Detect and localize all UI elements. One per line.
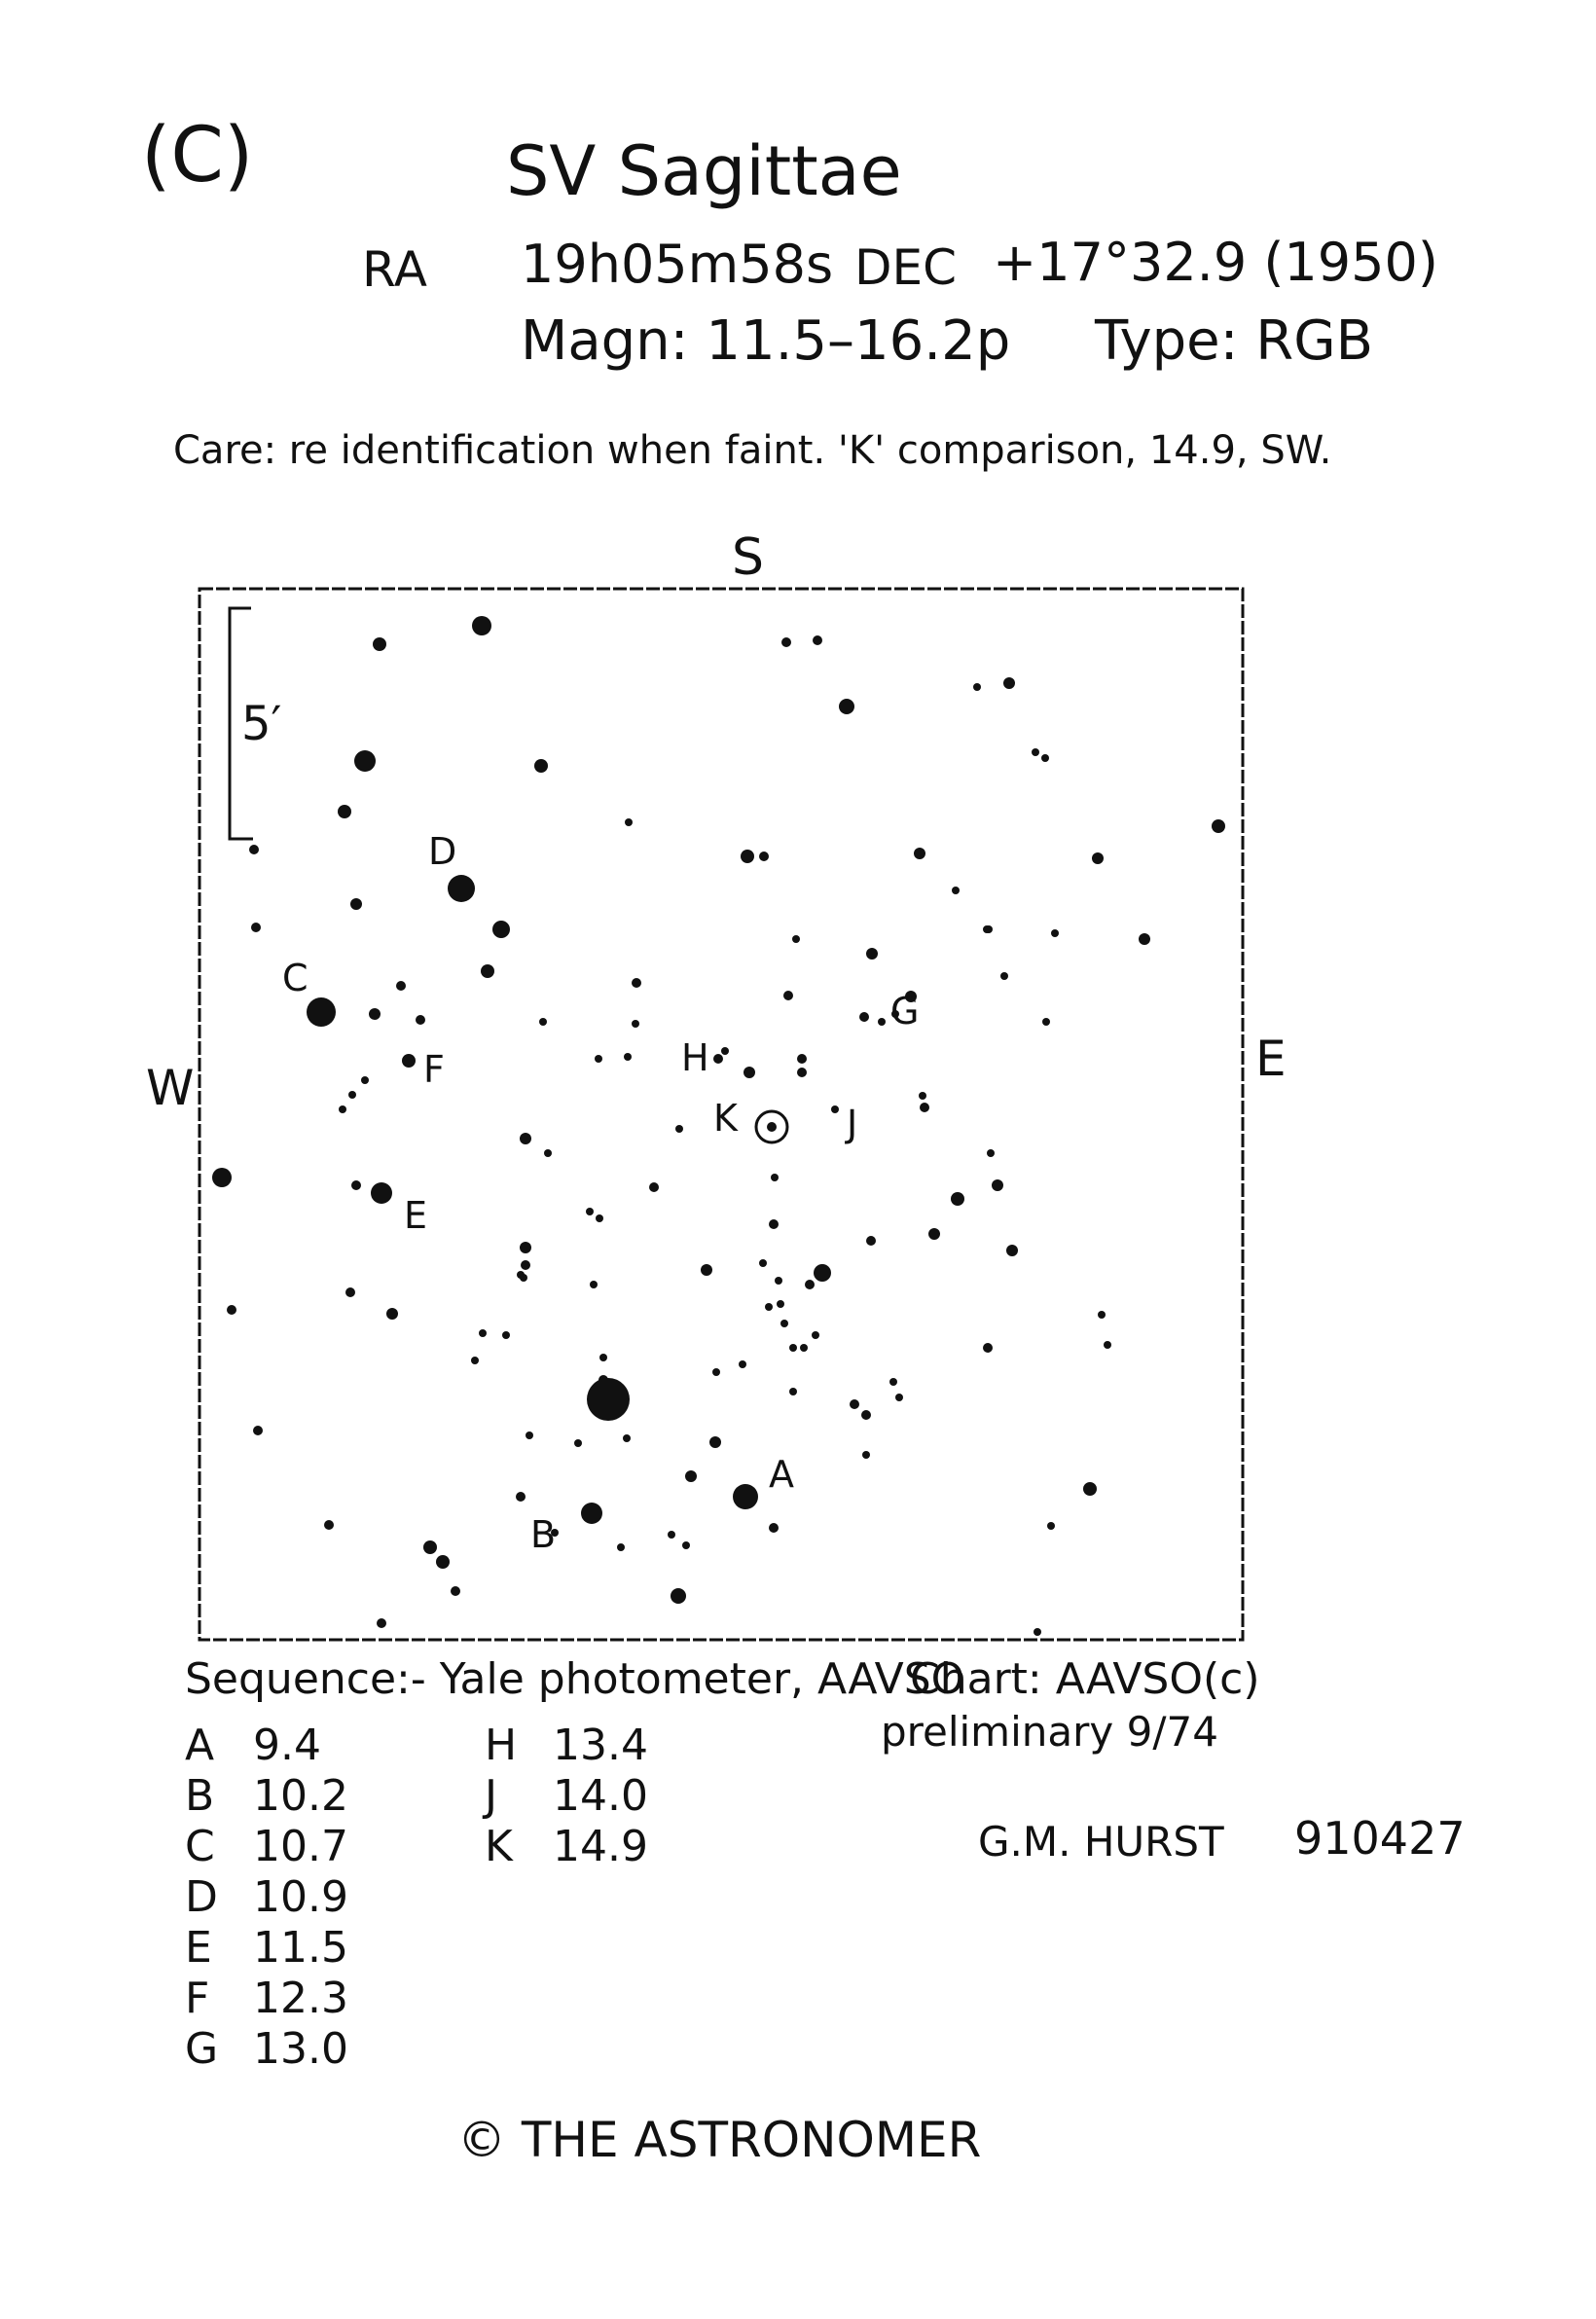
field-star — [502, 1331, 510, 1339]
sequence-letter: F — [185, 1974, 210, 2023]
field-star — [448, 875, 475, 902]
field-star — [713, 1054, 723, 1064]
field-star — [973, 683, 981, 691]
field-star — [534, 759, 548, 773]
field-star — [797, 1054, 807, 1064]
field-star — [765, 1303, 773, 1311]
field-star — [520, 1274, 527, 1282]
comparison-label-e: E — [404, 1194, 428, 1237]
field-star — [895, 1394, 903, 1401]
field-star — [249, 845, 259, 854]
field-star — [586, 1208, 594, 1215]
field-star — [574, 1439, 582, 1447]
field-star — [520, 1242, 531, 1253]
field-star — [878, 1018, 886, 1026]
field-star — [436, 1555, 450, 1569]
field-star — [521, 1260, 530, 1270]
sequence-letter: J — [485, 1771, 497, 1821]
field-star — [1104, 1341, 1111, 1349]
comparison-label-k: K — [713, 1097, 738, 1140]
field-star — [1000, 972, 1008, 980]
field-star — [800, 1344, 808, 1352]
dec-label: DEC — [854, 239, 958, 296]
field-star — [1003, 677, 1015, 689]
field-star — [789, 1344, 797, 1352]
field-star — [348, 1091, 356, 1099]
field-star — [396, 981, 406, 991]
field-star — [451, 1586, 460, 1596]
field-star — [227, 1305, 236, 1315]
field-star — [866, 1236, 876, 1246]
field-star — [624, 1053, 632, 1061]
field-star — [1032, 748, 1039, 756]
sequence-magnitude: 9.4 — [253, 1721, 321, 1770]
field-star — [339, 1105, 346, 1113]
field-star — [354, 750, 376, 772]
comparison-label-j: J — [847, 1103, 858, 1145]
variable-star — [767, 1122, 777, 1132]
sequence-magnitude: 11.5 — [253, 1923, 348, 1973]
field-star — [581, 1503, 602, 1524]
field-star — [492, 921, 510, 938]
field-star — [919, 1092, 926, 1100]
field-star — [324, 1520, 334, 1530]
chart-source: Chart: AAVSO(c) — [910, 1654, 1260, 1704]
sequence-title: Sequence:- Yale photometer, AAVSO — [185, 1654, 965, 1704]
field-star — [859, 1012, 869, 1022]
sequence-letter: C — [185, 1822, 215, 1871]
sequence-magnitude: 10.9 — [253, 1872, 348, 1922]
field-star — [416, 1015, 425, 1025]
field-star — [520, 1133, 531, 1144]
sequence-row — [485, 1771, 648, 1821]
field-star — [516, 1492, 526, 1502]
sequence-letter: E — [185, 1923, 212, 1973]
field-star — [983, 1343, 993, 1353]
field-star — [1047, 1522, 1055, 1530]
field-star — [805, 1280, 815, 1289]
comparison-label-h: H — [681, 1036, 709, 1079]
sequence-row — [185, 2024, 348, 2074]
sequence-magnitude: 12.3 — [253, 1974, 348, 2023]
identification-note: Care: re identification when faint. 'K' comparison, 14.9, SW. — [173, 428, 1332, 473]
comparison-label-a: A — [769, 1453, 794, 1496]
field-star — [1092, 852, 1104, 864]
field-star — [544, 1149, 552, 1157]
sequence-row — [185, 1721, 321, 1770]
field-star — [685, 1470, 697, 1482]
field-star — [625, 818, 633, 826]
comparison-label-c: C — [282, 957, 308, 999]
field-star — [789, 1388, 797, 1395]
field-star — [632, 978, 641, 988]
field-star — [307, 997, 336, 1027]
field-star — [1041, 754, 1049, 762]
field-star — [377, 1618, 386, 1628]
field-star — [1006, 1245, 1018, 1256]
field-star — [987, 1149, 995, 1157]
field-star — [373, 637, 386, 651]
field-star — [813, 635, 822, 645]
field-star — [675, 1125, 683, 1133]
field-star — [741, 850, 754, 863]
field-star — [668, 1531, 675, 1539]
field-star — [599, 1354, 607, 1361]
field-star — [759, 1259, 767, 1267]
sequence-letter: H — [485, 1721, 518, 1770]
field-star — [928, 1228, 940, 1240]
sequence-magnitude: 13.0 — [253, 2024, 348, 2074]
field-star — [733, 1484, 758, 1509]
field-star — [1042, 1018, 1050, 1026]
field-star — [985, 925, 993, 933]
comparison-label-d: D — [428, 830, 457, 873]
comparison-label-b: B — [530, 1513, 557, 1556]
field-star — [780, 1320, 788, 1327]
field-star — [831, 1105, 839, 1113]
field-star — [1034, 1628, 1041, 1636]
sequence-row — [485, 1721, 648, 1770]
field-star — [839, 699, 854, 714]
field-star — [814, 1264, 831, 1282]
sequence-row — [185, 1872, 348, 1922]
field-star — [861, 1410, 871, 1420]
variable-type: Type: RGB — [1095, 309, 1374, 373]
field-star — [539, 1018, 547, 1026]
field-star — [671, 1588, 686, 1604]
field-star — [850, 1399, 859, 1409]
field-star — [1212, 819, 1225, 833]
field-star — [1051, 929, 1059, 937]
field-star — [744, 1067, 755, 1078]
field-star — [632, 1020, 639, 1028]
field-star — [914, 848, 925, 859]
field-star — [1083, 1482, 1097, 1496]
direction-west: W — [146, 1060, 195, 1116]
field-star — [777, 1300, 784, 1308]
sequence-letter: G — [185, 2024, 219, 2074]
field-star — [783, 991, 793, 1000]
star-name: SV Sagittae — [506, 131, 902, 211]
field-star — [889, 1378, 897, 1386]
sequence-magnitude: 14.0 — [553, 1771, 648, 1821]
direction-south: S — [732, 528, 765, 587]
field-star — [345, 1287, 355, 1297]
field-star — [251, 923, 261, 932]
preliminary-date: preliminary 9/74 — [881, 1708, 1218, 1756]
field-star — [920, 1103, 929, 1112]
field-star — [781, 637, 791, 647]
field-star — [771, 1174, 779, 1181]
field-star — [951, 1192, 964, 1206]
sequence-row — [185, 1923, 348, 1973]
field-star — [253, 1426, 263, 1435]
magnitude-range: Magn: 11.5–16.2p — [521, 309, 1011, 373]
direction-east: E — [1255, 1031, 1287, 1087]
comparison-label-g: G — [890, 990, 920, 1033]
field-star — [769, 1219, 779, 1229]
sequence-letter: D — [185, 1872, 218, 1922]
field-star — [682, 1541, 690, 1549]
section-tag: (C) — [141, 112, 254, 199]
field-star — [623, 1434, 631, 1442]
field-star — [739, 1360, 746, 1368]
sequence-magnitude: 14.9 — [553, 1822, 648, 1871]
field-star — [351, 1180, 361, 1190]
field-star — [792, 935, 800, 943]
field-star — [386, 1308, 398, 1320]
author: G.M. HURST — [978, 1818, 1224, 1866]
field-star — [701, 1264, 712, 1276]
field-star — [423, 1540, 437, 1554]
field-star — [369, 1008, 381, 1020]
field-star — [721, 1047, 729, 1055]
sequence-magnitude: 13.4 — [553, 1721, 648, 1770]
field-star — [812, 1331, 819, 1339]
field-star — [769, 1523, 779, 1533]
sequence-magnitude: 10.2 — [253, 1771, 348, 1821]
field-star — [472, 616, 491, 635]
field-star — [992, 1179, 1003, 1191]
field-star — [471, 1357, 479, 1364]
field-star — [712, 1368, 720, 1376]
field-star — [479, 1329, 487, 1337]
field-star — [402, 1054, 416, 1068]
ra-value: 19h05m58s — [521, 234, 834, 295]
field-star — [587, 1378, 630, 1421]
field-star — [371, 1182, 392, 1204]
field-star — [526, 1431, 533, 1439]
sequence-row — [485, 1822, 648, 1871]
field-star — [590, 1281, 598, 1288]
sequence-letter: K — [485, 1822, 513, 1871]
field-star — [350, 898, 362, 910]
field-star — [649, 1182, 659, 1192]
copyright: © THE ASTRONOMER — [457, 2112, 982, 2168]
field-star — [212, 1168, 232, 1187]
sequence-row — [185, 1771, 348, 1821]
field-star — [596, 1214, 603, 1222]
field-star — [361, 1076, 369, 1084]
field-star — [709, 1436, 721, 1448]
field-star — [759, 852, 769, 861]
field-star — [775, 1277, 782, 1285]
dec-value: +17°32.9 (1950) — [993, 232, 1438, 293]
sequence-row — [185, 1974, 348, 2023]
field-star — [338, 805, 351, 818]
field-star — [952, 887, 960, 894]
field-star — [1098, 1311, 1106, 1319]
scale-label: 5′ — [241, 697, 282, 751]
field-star — [617, 1543, 625, 1551]
field-star — [1139, 933, 1150, 945]
field-star — [797, 1068, 807, 1077]
sequence-letter: B — [185, 1771, 215, 1821]
ra-label: RA — [362, 241, 427, 298]
reference-number: 910427 — [1294, 1812, 1466, 1865]
sequence-magnitude: 10.7 — [253, 1822, 348, 1871]
field-star — [862, 1451, 870, 1459]
field-star — [481, 964, 494, 978]
sequence-letter: A — [185, 1721, 215, 1770]
field-star — [595, 1055, 602, 1063]
comparison-label-f: F — [423, 1048, 445, 1091]
field-star — [866, 948, 878, 960]
sequence-row — [185, 1822, 348, 1871]
